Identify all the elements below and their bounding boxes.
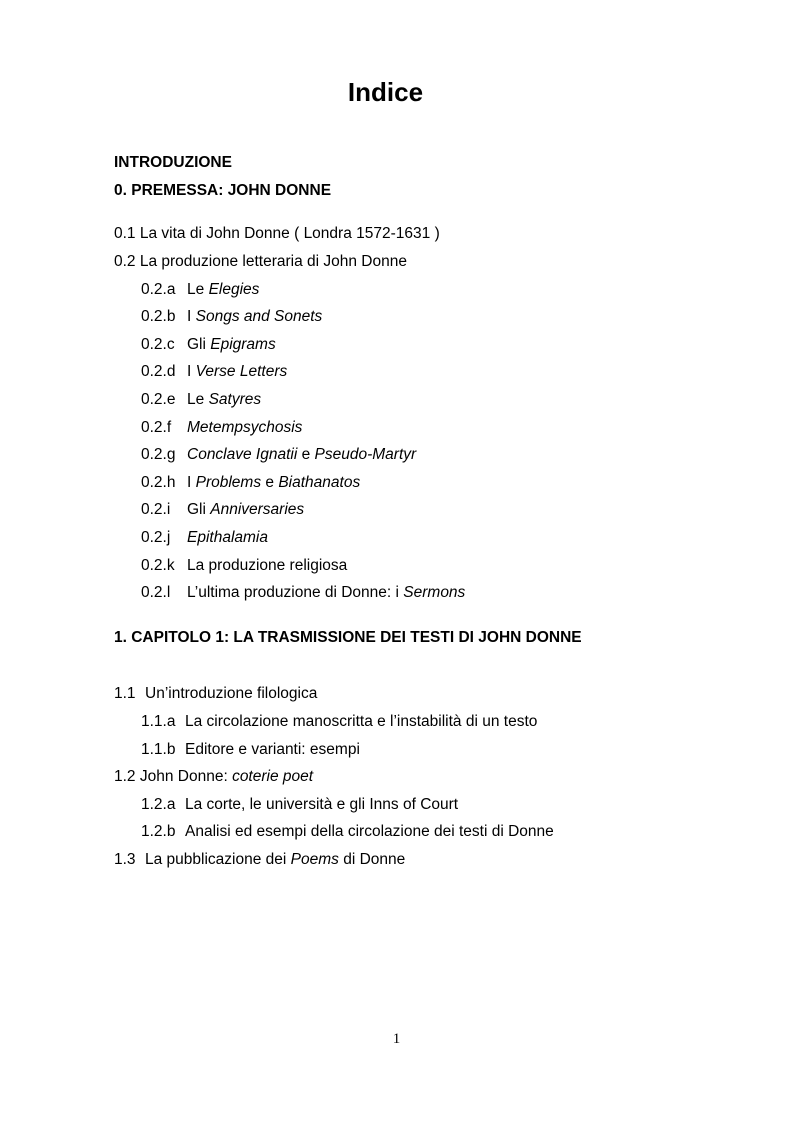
toc-text: I bbox=[187, 308, 196, 325]
toc-section-0-1: 0.1 La vita di John Donne ( Londra 1572-1631 ) bbox=[114, 225, 440, 242]
toc-text: Analisi ed esempi della circolazione dei testi di Donne bbox=[185, 823, 554, 840]
toc-number: 0.2.g bbox=[141, 446, 176, 463]
toc-section-0-2j bbox=[141, 528, 268, 548]
toc-number: 1.3 bbox=[114, 851, 136, 868]
toc-text: Editore e varianti: esempi bbox=[185, 741, 360, 758]
toc-title-italic: Metempsychosis bbox=[187, 419, 303, 436]
toc-section-0-2d bbox=[141, 362, 287, 382]
toc-number: 0.2.c bbox=[141, 336, 175, 353]
toc-section-1-2 bbox=[114, 767, 313, 787]
toc-section-1-2b bbox=[141, 822, 554, 842]
toc-title-italic: Sermons bbox=[403, 584, 466, 601]
toc-section-0-2b bbox=[141, 307, 322, 327]
toc-title-italic: Epigrams bbox=[210, 336, 276, 353]
toc-title-italic: Epithalamia bbox=[187, 529, 268, 546]
toc-section-0-2c bbox=[141, 335, 276, 355]
toc-title-italic: Anniversaries bbox=[210, 501, 305, 518]
toc-section-1-2a bbox=[141, 795, 458, 815]
toc-text: Un’introduzione filologica bbox=[145, 685, 318, 702]
toc-introduzione: INTRODUZIONE bbox=[114, 154, 232, 171]
toc-section-0-2h bbox=[141, 473, 360, 493]
toc-title-italic: Problems bbox=[195, 474, 262, 491]
toc-text: L’ultima produzione di Donne: i bbox=[187, 584, 404, 601]
toc-text: Gli bbox=[187, 336, 211, 353]
toc-title-italic: Elegies bbox=[208, 281, 260, 298]
page-number: 1 bbox=[392, 1031, 401, 1047]
toc-text: Gli bbox=[187, 501, 211, 518]
toc-text: I bbox=[187, 474, 196, 491]
toc-text: La produzione religiosa bbox=[187, 557, 348, 574]
toc-section-1-1a bbox=[141, 712, 537, 732]
toc-premessa: 0. PREMESSA: JOHN DONNE bbox=[114, 182, 332, 199]
toc-text: La circolazione manoscritta e l’instabilità di un testo bbox=[185, 713, 538, 730]
toc-number: 0.2.l bbox=[141, 584, 171, 601]
toc-text: La corte, le università e gli Inns of Court bbox=[185, 796, 459, 813]
toc-number: 0.2.j bbox=[141, 529, 171, 546]
toc-section-0-2a bbox=[141, 280, 259, 300]
toc-number: 0.2.d bbox=[141, 363, 176, 380]
toc-number: 1.1 bbox=[114, 685, 136, 702]
toc-text: 1.2 John Donne: bbox=[114, 768, 233, 785]
toc-title-italic: Songs and Sonets bbox=[195, 308, 323, 325]
toc-section-0-2: 0.2 La produzione letteraria di John Donne bbox=[114, 253, 407, 270]
toc-text: e bbox=[297, 446, 315, 463]
toc-title-italic: Satyres bbox=[208, 391, 262, 408]
toc-number: 1.1.b bbox=[141, 741, 176, 758]
toc-number: 0.2.k bbox=[141, 557, 175, 574]
toc-number: 1.2.b bbox=[141, 823, 176, 840]
toc-section-0-2i bbox=[141, 500, 304, 520]
toc-number: 1.1.a bbox=[141, 713, 176, 730]
toc-title-italic: Conclave Ignatii bbox=[187, 446, 298, 463]
toc-number: 0.2.f bbox=[141, 419, 172, 436]
toc-section-1-3 bbox=[114, 850, 405, 870]
toc-number: 0.2.b bbox=[141, 308, 176, 325]
toc-section-0-2g bbox=[141, 445, 416, 465]
toc-title-italic: Poems bbox=[290, 851, 339, 868]
toc-title-italic: coterie poet bbox=[232, 768, 314, 785]
toc-section-0-2k bbox=[141, 556, 347, 576]
toc-title-italic: Verse Letters bbox=[195, 363, 288, 380]
toc-number: 0.2.i bbox=[141, 501, 171, 518]
toc-title-italic: Pseudo-Martyr bbox=[314, 446, 417, 463]
toc-section-0-2f bbox=[141, 418, 302, 438]
toc-capitolo-1: 1. CAPITOLO 1: LA TRASMISSIONE DEI TESTI DI JOHN DONNE bbox=[114, 629, 582, 646]
toc-text: I bbox=[187, 363, 196, 380]
toc-text: La pubblicazione dei bbox=[145, 851, 291, 868]
toc-number: 0.2.e bbox=[141, 391, 176, 408]
toc-number: 1.2.a bbox=[141, 796, 176, 813]
toc-number: 0.2.h bbox=[141, 474, 176, 491]
toc-section-0-2l bbox=[141, 583, 465, 603]
toc-text: Le bbox=[187, 281, 209, 298]
toc-text: di Donne bbox=[338, 851, 406, 868]
toc-text: e bbox=[261, 474, 279, 491]
toc-number: 0.2.a bbox=[141, 281, 176, 298]
toc-section-1-1 bbox=[114, 684, 317, 704]
toc-text: Le bbox=[187, 391, 209, 408]
toc-section-1-1b bbox=[141, 740, 360, 760]
toc-title-italic: Biathanatos bbox=[278, 474, 361, 491]
toc-section-0-2e bbox=[141, 390, 261, 410]
page-title: Indice bbox=[347, 77, 424, 107]
